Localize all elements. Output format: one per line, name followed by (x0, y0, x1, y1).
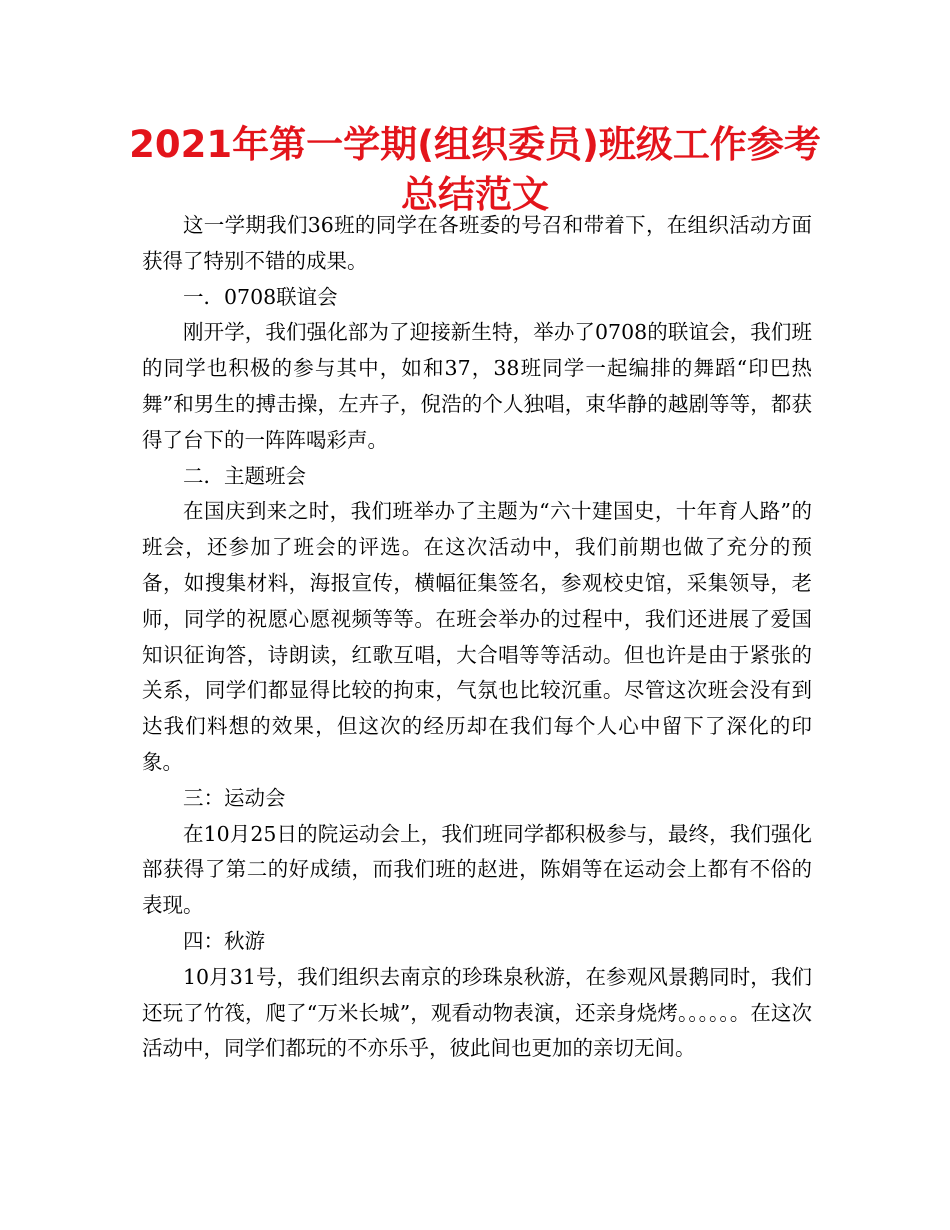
section-paragraph-2: 在国庆到来之时，我们班举办了主题为“六十建国史，十年育人路”的班会，还参加了班会的评选。在这次活动中，我们前期也做了充分的预备，如搜集材料，海报宣传，横幅征集签名，参观校史馆，采集领导，老师，同学的祝愿心愿视频等等。在班会举办的过程中，我们还进展了爱国知识征询答，诗朗读，红歌互唱，大合唱等等活动。但也许是由于紧张的关系，同学们都显得比较的拘束，气氛也比较沉重。尽管这次班会没有到达我们料想的效果，但这次的经历却在我们每个人心中留下了深化的印象。 (142, 499, 812, 774)
section-heading-3: 三：运动会 (183, 785, 286, 810)
intro-paragraph: 这一学期我们36班的同学在各班委的号召和带着下，在组织活动方面获得了特别不错的成果。 (142, 213, 812, 273)
section-heading-2: 二．主题班会 (183, 463, 306, 488)
section-heading-1: 一．0708联谊会 (183, 284, 338, 309)
section-paragraph-3: 在10月25日的院运动会上，我们班同学都积极参与，最终，我们强化部获得了第二的好成绩，而我们班的赵进，陈娟等在运动会上都有不俗的表现。 (142, 821, 812, 918)
document-body (142, 208, 812, 1067)
section-paragraph-1: 刚开学，我们强化部为了迎接新生特，举办了0708的联谊会，我们班的同学也积极的参与其中，如和37，38班同学一起编排的舞蹈“印巴热舞”和男生的搏击操，左卉子，倪浩的个人独唱，束华静的越剧等等，都获得了台下的一阵阵喝彩声。 (142, 320, 812, 452)
section-heading-4: 四：秋游 (183, 928, 265, 953)
document-title: 2021年第一学期(组织委员)班级工作参考总结范文 (129, 123, 821, 216)
section-paragraph-4: 10月31号，我们组织去南京的珍珠泉秋游，在参观风景鹅同时，我们还玩了竹筏，爬了“万米长城”，观看动物表演，还亲身烧烤。。。。。。在这次活动中，同学们都玩的不亦乐乎，彼此间也更加的亲切无间。 (142, 964, 812, 1061)
